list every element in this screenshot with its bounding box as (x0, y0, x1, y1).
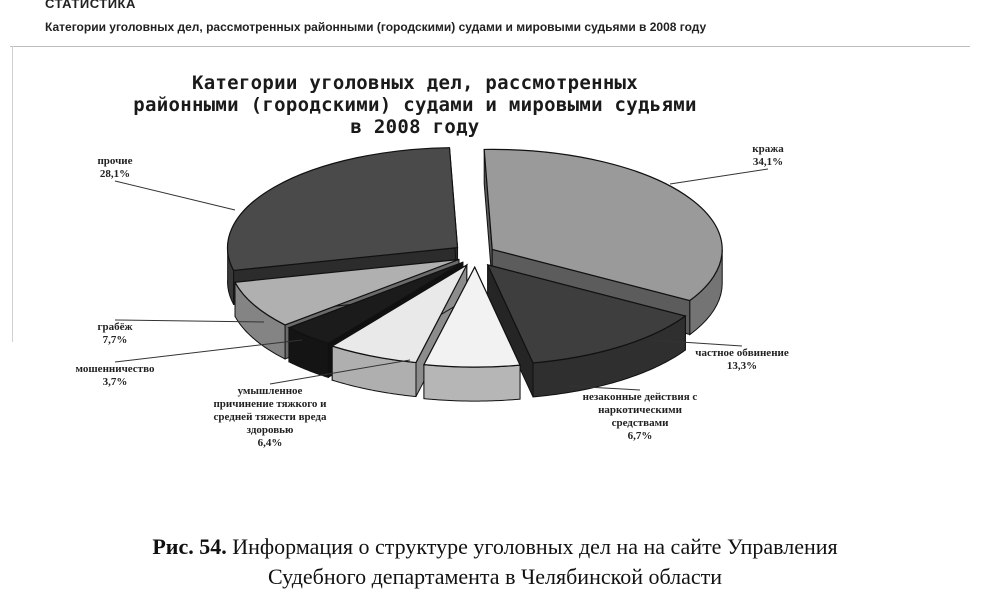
chart-title (40, 72, 790, 138)
slice-percent: 13,3% (726, 360, 758, 372)
caption-text: Информация о структуре уголовных дел на на сайте Управления (232, 534, 838, 559)
slice-label: частное обвинение 13,3% (695, 347, 789, 372)
slice-label: мошенничество 3,7% (75, 363, 155, 388)
slice-label: незаконные действия с наркотическими средствами 6,7% (582, 391, 698, 442)
slice-percent: 28,1% (99, 168, 131, 180)
header-divider (10, 46, 970, 47)
slice-label: прочие 28,1% (97, 155, 133, 180)
slice-percent: 34,1% (752, 156, 784, 168)
site-header (45, 0, 975, 34)
figure-number: Рис. 54. (152, 534, 227, 559)
caption-text-line-2: Судебного департамента в Челябинской области (267, 564, 723, 589)
leader-line (670, 169, 768, 184)
slice-label: грабёж 7,7% (97, 321, 133, 346)
chart-title-line: в 2008 году (350, 116, 480, 138)
chart-title-line: Категории уголовных дел, рассмотренных (191, 72, 639, 94)
site-subtitle: Категории уголовных дел, рассмотренных районными (городскими) судами и мировыми судьями в 2008 году (45, 20, 707, 34)
slice-label: кража 34,1% (752, 143, 784, 168)
slice-percent: 3,7% (102, 376, 128, 388)
chart-title-line: районными (городскими) судами и мировыми судьями (133, 94, 697, 116)
figure-caption (20, 532, 970, 592)
slice-percent: 6,7% (627, 430, 653, 442)
leader-line (115, 181, 235, 210)
site-section-title: СТАТИСТИКА (45, 0, 136, 11)
slice-percent: 6,4% (257, 437, 283, 449)
slice-label: умышленное причинение тяжкого и средней тяжести вреда здоровью 6,4% (213, 385, 327, 449)
left-divider (12, 46, 13, 342)
slice-percent: 7,7% (102, 334, 128, 346)
